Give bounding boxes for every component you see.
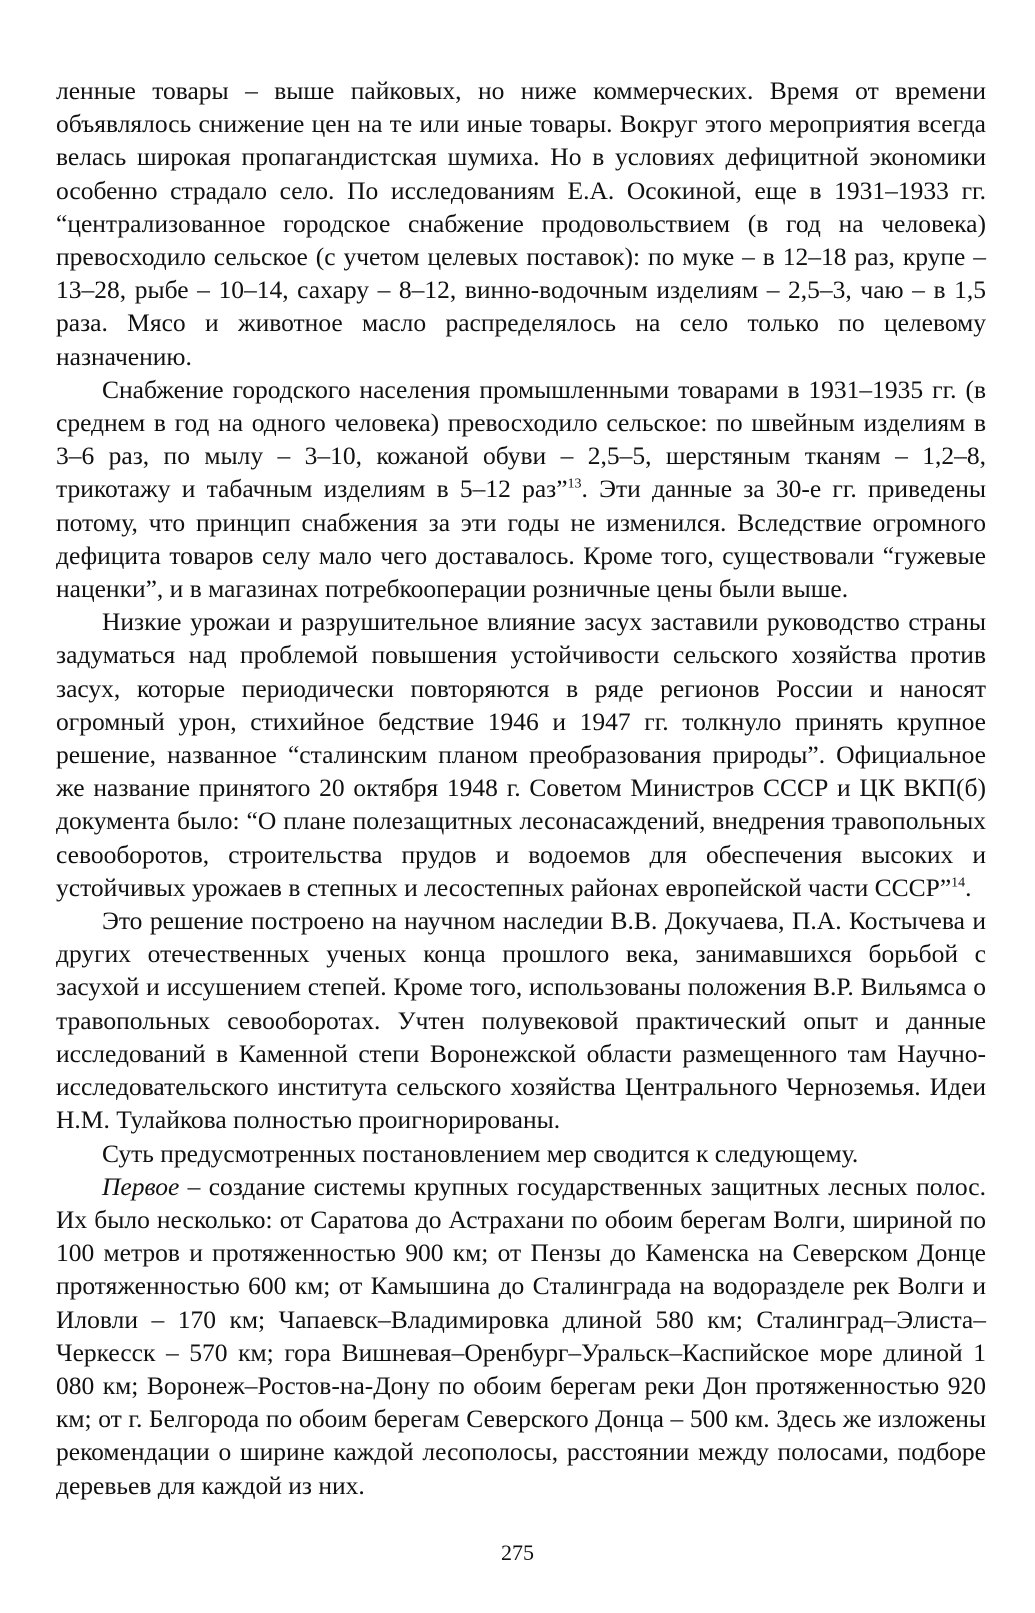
paragraph-2-text: Снабжение городского населения промышленными товарами в 1931–1935 гг. (в среднем в год на одного человека) превосходило сельское: по швейным изделиям в 3–6 раз, по мылу – 3–10, кожаной обуви – 2,5–5, шерстяным тканям – 1,2–8, трикотажу и табачным изделиям в 5–12 раз”	[56, 374, 986, 504]
paragraph-2-tail: . Эти данные за 30-е гг. приведены потому, что принцип снабжения за эти годы не изменился. Вследствие огромного дефицита товаров селу мало чего доставалось. Кроме того, существовали “гужевые наценки”, и в магазинах потребкооперации розничные цены были выше.	[56, 474, 986, 604]
footnote-ref-14: 14	[951, 875, 966, 891]
paragraph-6-text: – создание системы крупных государственных защитных лесных полос. Их было несколько: от Саратова до Астрахани по обоим берегам Волги, шириной по 100 метров и протяженностью 900 км; от Пензы до Каменска на Северском Донце протяженностью 600 км; от Камышина до Сталинграда на водоразделе рек Волги и Иловли – 170 км; Чапаевск–Владимировка длиной 580 км; Сталинград–Элиста–Черкесск – 570 км; гора Вишневая–Оренбург–Уральск–Каспийское море длиной 1 080 км; Воронеж–Ростов-на-Дону по обоим берегам реки Дон протяженностью 920 км; от г. Белгорода по обоим берегам Северского Донца – 500 км. Здесь же изложены рекомендации о ширине каждой лесополосы, расстоянии между полосами, подборе деревьев для каждой из них.	[56, 1171, 986, 1500]
paragraph-6	[56, 1170, 986, 1502]
paragraph-5	[56, 1137, 986, 1170]
paragraph-6-lead: Первое	[102, 1171, 180, 1201]
paragraph-3-tail: .	[965, 872, 972, 902]
paragraph-5-text: Суть предусмотренных постановлением мер сводится к следующему.	[102, 1138, 859, 1168]
paragraph-4	[56, 904, 986, 1136]
paragraph-1	[56, 74, 986, 373]
footnote-ref-13: 13	[567, 476, 582, 492]
paragraph-1-text: ленные товары – выше пайковых, но ниже коммерческих. Время от времени объявлялось снижение цен на те или иные товары. Вокруг этого мероприятия всегда велась широкая пропагандистская шумиха. Но в условиях дефицитной экономики особенно страдало село. По исследованиям Е.А. Осокиной, еще в 1931–1933 гг. “централизованное городское снабжение продовольствием (в год на человека) превосходило сельское (с учетом целевых поставок): по муке – в 12–18 раз, крупе – 13–28, рыбе – 10–14, сахару – 8–12, винно-водочным изделиям – 2,5–3, чаю – в 1,5 раза. Мясо и животное масло распределялось на село только по целевому назначению.	[56, 76, 986, 371]
paragraph-3	[56, 605, 986, 904]
paragraph-2	[56, 373, 986, 605]
paragraph-4-text: Это решение построено на научном наследии В.В. Докучаева, П.А. Костычева и других отечественных ученых конца прошлого века, занимавшихся борьбой с засухой и иссушением степей. Кроме того, использованы положения В.Р. Вильямса о травопольных севооборотах. Учтен полувековой практический опыт и данные исследований в Каменной степи Воронежской области размещенного там Научно-исследовательского института сельского хозяйства Центрального Черноземья. Идеи Н.М. Тулайкова полностью проигнорированы.	[56, 906, 986, 1135]
page-number: 275	[501, 1540, 534, 1565]
page-body	[56, 74, 986, 1502]
paragraph-3-text: Низкие урожаи и разрушительное влияние засух заставили руководство страны задуматься над проблемой повышения устойчивости сельского хозяйства против засух, которые периодически повторяются в ряде регионов России и наносят огромный урон, стихийное бедствие 1946 и 1947 гг. толкнуло принять крупное решение, названное “сталинским планом преобразования природы”. Официальное же название принятого 20 октября 1948 г. Советом Министров СССР и ЦК ВКП(б) документа было: “О плане полезащитных лесонасаждений, внедрения травопольных севооборотов, строительства прудов и водоемов для обеспечения высоких и устойчивых урожаев в степных и лесостепных районах европейской части СССР”	[56, 607, 986, 902]
